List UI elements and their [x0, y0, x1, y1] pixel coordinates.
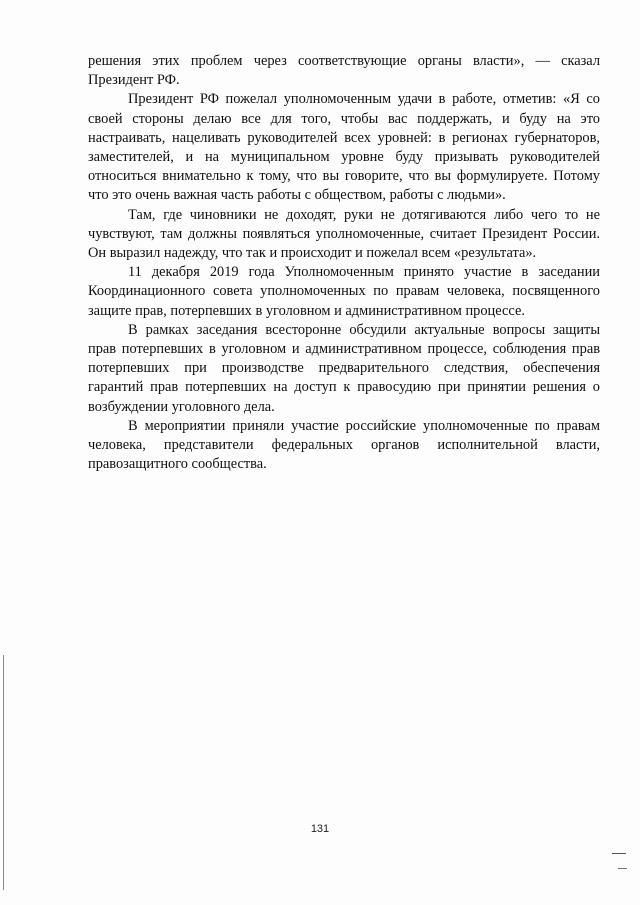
body-text [88, 52, 600, 474]
scan-mark [618, 868, 627, 869]
paragraph-1: решения этих проблем через соответствующие органы власти», — сказал Президент РФ. [88, 53, 600, 89]
paragraph-3: Там, где чиновники не доходят, руки не дотягиваются либо чего то не чувствуют, там должны появляться уполномоченные, считает Президент России. Он выразил надежду, что так и происходит и пожелал всем «результата». [88, 206, 600, 262]
scan-mark [612, 853, 626, 854]
paragraph-5: В рамках заседания всесторонне обсудили актуальные вопросы защиты прав потерпевших в уголовном и административном процессе, соблюдения прав потерпевших при производстве предварительного следствия, обеспечения гарантий прав потерпевших на доступ к правосудию при принятии решения о возбуждении уголовного дела. [88, 321, 600, 415]
paragraph-4: 11 декабря 2019 года Уполномоченным принято участие в заседании Координационного совета уполномоченных по правам человека, посвященного защите прав, потерпевших в уголовном и административном процессе. [88, 264, 600, 319]
scan-edge-line [3, 655, 4, 890]
paragraph-6: В мероприятии приняли участие российские уполномоченные по правам человека, представители федеральных органов исполнительной власти, правозащитного сообщества. [88, 417, 600, 473]
paragraph-2: Президент РФ пожелал уполномоченным удачи в работе, отметив: «Я со своей стороны делаю все для того, чтобы вас поддержать, и буду на это настраивать, нацеливать руководителей всех уровней: в регионах губернаторов, заместителей, и на муниципальном уровне буду призывать руководителей относиться внимательно к тому, что вы говорите, что вы формулируете. Потому что это очень важная часть работы с обществом, работы с людьми». [88, 91, 600, 204]
page-number: 131 [310, 823, 330, 835]
